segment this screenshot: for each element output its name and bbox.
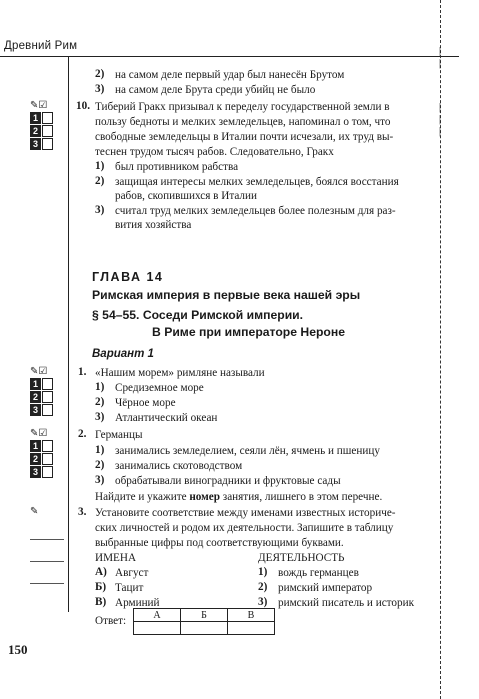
option-number: 3) — [95, 83, 105, 95]
answer-box[interactable] — [42, 112, 53, 124]
question-text: Германцы — [95, 429, 143, 441]
option-text: вития хозяйства — [115, 219, 192, 231]
answer-column-header: Б — [181, 609, 228, 622]
question-text: Тиберий Гракх призывал к переделу государственной земли в — [95, 101, 390, 113]
name-letter: В) — [95, 596, 107, 608]
activity-text: вождь германцев — [278, 567, 359, 579]
option-number: 1) — [95, 444, 105, 456]
name-text: Август — [115, 567, 149, 579]
activity-number: 1) — [258, 566, 268, 578]
option-text: занимались земледелием, сеяли лён, ячмень и пшеницу — [115, 445, 380, 457]
option-text: считал труд мелких земледельцев более полезным для раз- — [115, 205, 396, 217]
option-text: на самом деле Брута среди убийц не было — [115, 84, 316, 96]
answer-cell[interactable] — [181, 622, 228, 635]
answer-column-header: В — [228, 609, 275, 622]
column-header-activity: ДЕЯТЕЛЬНОСТЬ — [258, 552, 345, 564]
question-number: 2. — [78, 428, 87, 440]
option-number: 1) — [95, 160, 105, 172]
answer-box[interactable] — [42, 125, 53, 137]
cut-line-marks: | | | — [438, 102, 441, 137]
answer-cell[interactable] — [228, 622, 275, 635]
instruction-text: Найдите и укажите — [95, 491, 190, 503]
pencil-check-icon: ✎☑ — [30, 366, 48, 377]
question-text: пользу бедноты и мелких земледельцев, напоминал о том, что — [95, 116, 391, 128]
answer-box[interactable] — [42, 404, 53, 416]
activity-number: 3) — [258, 596, 268, 608]
section-title: В Риме при императоре Нероне — [152, 325, 346, 339]
column-header-names: ИМЕНА — [95, 552, 137, 564]
option-text: рабов, скопившихся в Италии — [115, 190, 257, 202]
option-number: 2) — [95, 459, 105, 471]
name-letter: Б) — [95, 581, 107, 593]
answer-boxes — [30, 100, 64, 151]
activity-text: римский писатель и историк — [278, 597, 415, 609]
answer-box[interactable] — [42, 138, 53, 150]
option-text: занимались скотоводством — [115, 460, 243, 472]
question-text: Установите соответствие между именами известных историче- — [95, 507, 396, 519]
answer-box-digit: 2 — [30, 391, 41, 403]
section-title: § 54–55. Соседи Римской империи. — [92, 308, 304, 322]
chapter-label: ГЛАВА 14 — [92, 270, 164, 284]
variant-label: Вариант 1 — [92, 348, 154, 360]
option-number: 3) — [95, 204, 105, 216]
answer-box-digit: 3 — [30, 466, 41, 478]
running-header: Древний Рим — [4, 40, 78, 52]
question-instruction — [95, 490, 382, 504]
option-number: 2) — [95, 68, 105, 80]
answer-line[interactable] — [30, 540, 64, 562]
name-text: Арминий — [115, 597, 160, 609]
answer-box-digit: 2 — [30, 453, 41, 465]
question-text: «Нашим морем» римляне называли — [95, 367, 265, 379]
answer-boxes — [30, 428, 64, 479]
answer-box-digit: 1 — [30, 112, 41, 124]
answer-box-digit: 1 — [30, 440, 41, 452]
option-text: защищая интересы мелких земледельцев, боялся восстания — [115, 176, 399, 188]
question-text: ских личностей и родом их деятельности. Запишите в таблицу — [95, 522, 394, 534]
chapter-title: Римская империя в первые века нашей эры — [92, 288, 361, 302]
question-text: свободные земледельцы в Италии почти исчезали, их труд вы- — [95, 131, 394, 143]
answer-box-digit: 1 — [30, 378, 41, 390]
answer-box[interactable] — [42, 391, 53, 403]
option-text: Чёрное море — [115, 397, 176, 409]
answer-box[interactable] — [42, 466, 53, 478]
answer-column-header: А — [134, 609, 181, 622]
answer-boxes — [30, 366, 64, 417]
instruction-keyword: номер — [189, 491, 220, 503]
answer-box[interactable] — [42, 378, 53, 390]
pencil-icon: ✎ — [30, 506, 39, 517]
answer-cell[interactable] — [134, 622, 181, 635]
option-text: Средиземное море — [115, 382, 204, 394]
answer-box-digit: 3 — [30, 404, 41, 416]
answer-box-digit: 2 — [30, 125, 41, 137]
option-number: 1) — [95, 381, 105, 393]
answer-box[interactable] — [42, 440, 53, 452]
question-number: 3. — [78, 506, 87, 518]
answer-lines — [30, 506, 64, 584]
option-text: Атлантический океан — [115, 412, 218, 424]
name-letter: А) — [95, 566, 107, 578]
question-text: выбранные цифры под соответствующими буквами. — [95, 537, 344, 549]
answer-table — [133, 608, 275, 635]
option-number: 2) — [95, 175, 105, 187]
option-text: был противником рабства — [115, 161, 239, 173]
answer-line[interactable] — [30, 518, 64, 540]
option-number: 3) — [95, 474, 105, 486]
name-text: Тацит — [115, 582, 144, 594]
instruction-text: занятия, лишнего в этом перечне. — [219, 491, 383, 503]
question-text: теснен трудом тысяч рабов. Следовательно, Гракх — [95, 146, 334, 158]
activity-number: 2) — [258, 581, 268, 593]
option-number: 3) — [95, 411, 105, 423]
answer-box[interactable] — [42, 453, 53, 465]
cut-line-marks: | | — [438, 46, 441, 69]
option-text: обрабатывали виноградники и фруктовые сады — [115, 475, 341, 487]
page-number: 150 — [8, 642, 28, 657]
option-number: 2) — [95, 396, 105, 408]
pencil-check-icon: ✎☑ — [30, 428, 48, 439]
answer-box-digit: 3 — [30, 138, 41, 150]
option-text: на самом деле первый удар был нанесён Брутом — [115, 69, 345, 81]
answer-label: Ответ: — [95, 615, 127, 627]
pencil-check-icon: ✎☑ — [30, 100, 48, 111]
margin-rule — [68, 56, 69, 612]
question-number: 10. — [76, 100, 90, 112]
question-number: 1. — [78, 366, 87, 378]
activity-text: римский император — [278, 582, 373, 594]
answer-line[interactable] — [30, 562, 64, 584]
